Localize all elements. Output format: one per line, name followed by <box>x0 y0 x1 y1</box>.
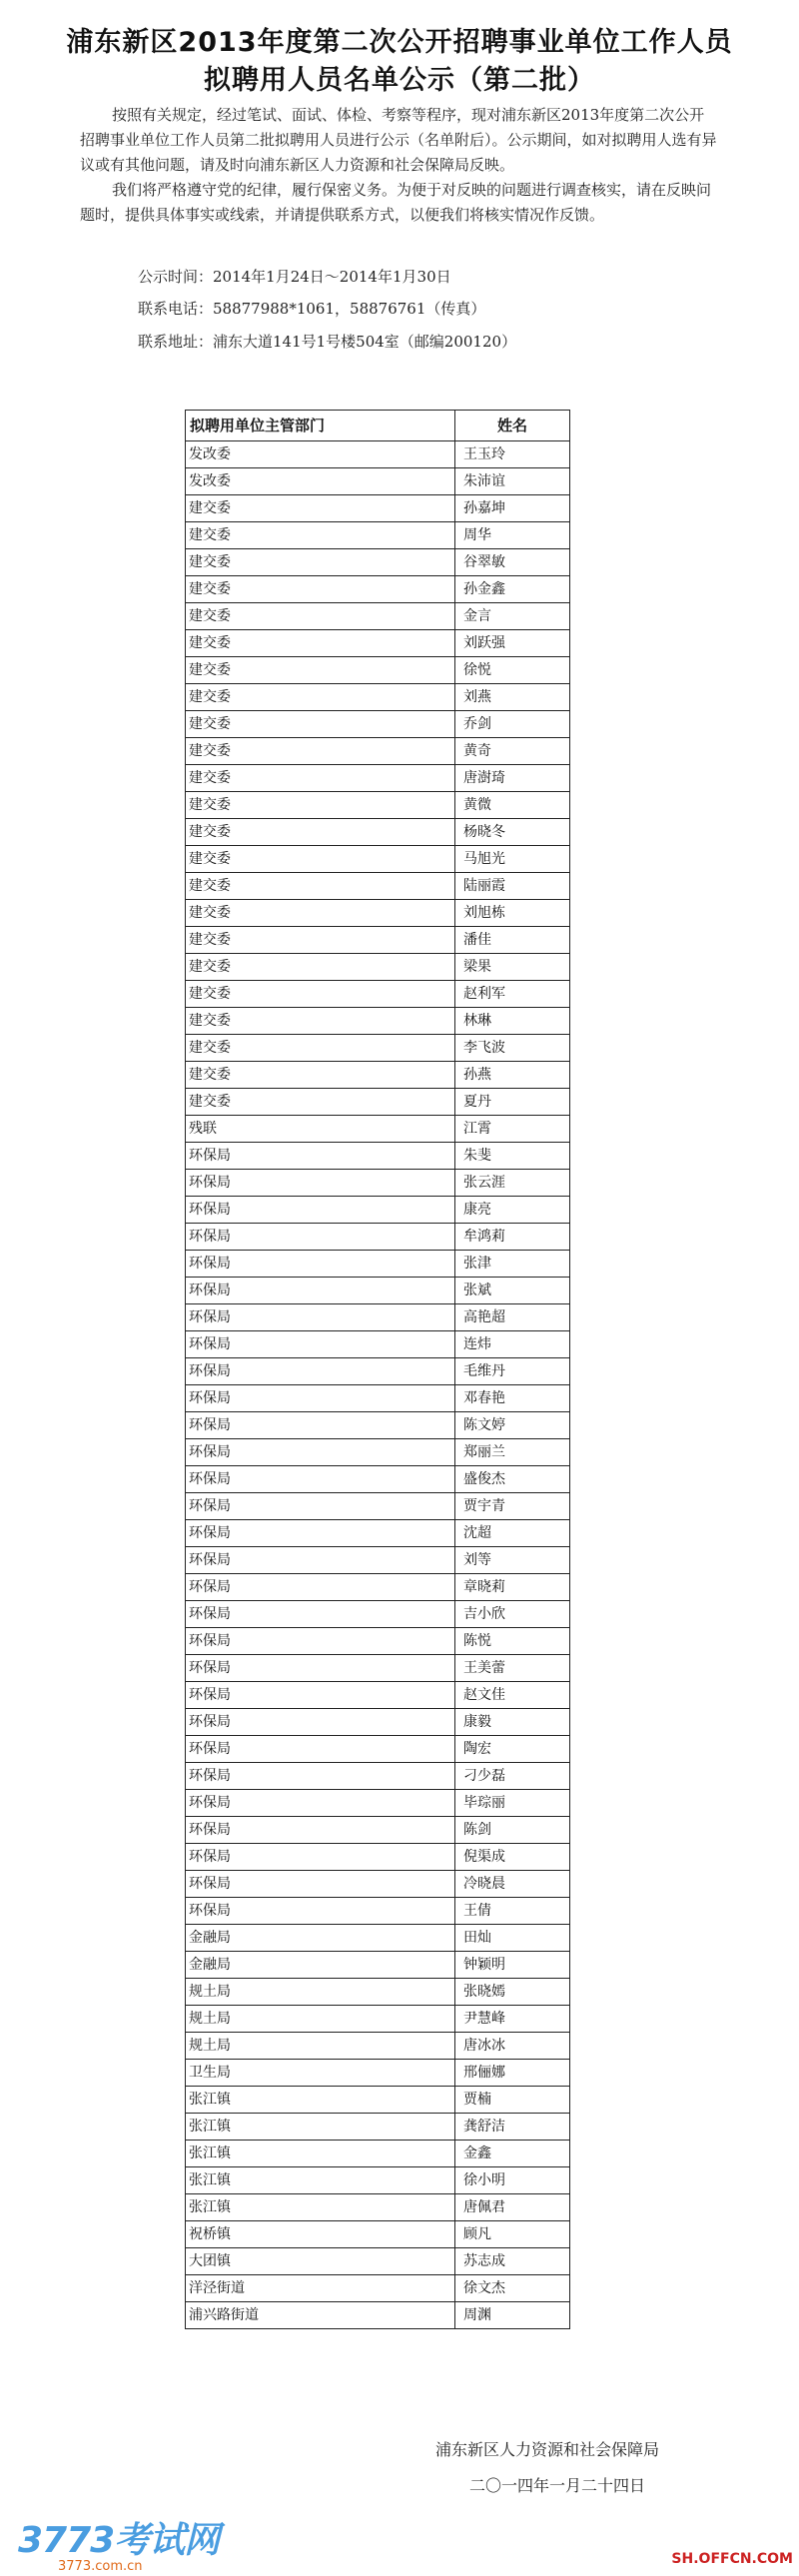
cell-name: 高艳超 <box>455 1304 570 1331</box>
table-row <box>186 1601 570 1628</box>
table-row <box>186 684 570 711</box>
issuing-organization: 浦东新区人力资源和社会保障局 <box>435 2440 660 2459</box>
table-row <box>186 792 570 819</box>
table-row <box>186 495 570 522</box>
cell-department: 建交委 <box>186 846 455 873</box>
cell-name: 潘佳 <box>455 927 570 954</box>
cell-name: 金鑫 <box>455 2141 570 2167</box>
cell-department: 建交委 <box>186 873 455 900</box>
cell-department: 环保局 <box>186 1817 455 1844</box>
table-row <box>186 1790 570 1817</box>
cell-department: 建交委 <box>186 1008 455 1035</box>
cell-name: 贾宇青 <box>455 1493 570 1520</box>
cell-name: 徐小明 <box>455 2167 570 2194</box>
cell-name: 王倩 <box>455 1898 570 1925</box>
table-row <box>186 1035 570 1062</box>
cell-department: 环保局 <box>186 1412 455 1439</box>
cell-department: 张江镇 <box>186 2087 455 2114</box>
cell-name: 马旭光 <box>455 846 570 873</box>
cell-department: 金融局 <box>186 1925 455 1952</box>
cell-department: 环保局 <box>186 1385 455 1412</box>
cell-department: 残联 <box>186 1116 455 1143</box>
cell-department: 张江镇 <box>186 2167 455 2194</box>
table-row <box>186 630 570 657</box>
confidentiality-paragraph-text: 我们将严格遵守党的纪律，履行保密义务。为便于对反映的问题进行调查核实，请在反映问题时，提供具体事实或线索，并请提供联系方式，以便我们将核实情况作反馈。 <box>80 181 712 224</box>
table-row <box>186 1170 570 1197</box>
table-row <box>186 2221 570 2248</box>
cell-department: 建交委 <box>186 576 455 603</box>
cell-name: 张斌 <box>455 1278 570 1304</box>
cell-department: 环保局 <box>186 1574 455 1601</box>
cell-name: 徐悦 <box>455 657 570 684</box>
cell-department: 规土局 <box>186 1979 455 2006</box>
cell-department: 建交委 <box>186 792 455 819</box>
cell-department: 环保局 <box>186 1601 455 1628</box>
cell-name: 徐文杰 <box>455 2275 570 2302</box>
cell-department: 张江镇 <box>186 2141 455 2167</box>
cell-name: 夏丹 <box>455 1089 570 1116</box>
table-row <box>186 1197 570 1224</box>
cell-department: 建交委 <box>186 981 455 1008</box>
table-row <box>186 657 570 684</box>
cell-department: 环保局 <box>186 1466 455 1493</box>
cell-department: 祝桥镇 <box>186 2221 455 2248</box>
cell-name: 邢俪娜 <box>455 2060 570 2087</box>
cell-name: 陈剑 <box>455 1817 570 1844</box>
cell-name: 朱沛谊 <box>455 468 570 495</box>
cell-department: 发改委 <box>186 468 455 495</box>
cell-name: 王美蕾 <box>455 1655 570 1682</box>
table-row <box>186 1898 570 1925</box>
cell-department: 建交委 <box>186 495 455 522</box>
cell-name: 苏志成 <box>455 2248 570 2275</box>
cell-department: 环保局 <box>186 1520 455 1547</box>
cell-department: 建交委 <box>186 603 455 630</box>
cell-name: 康亮 <box>455 1197 570 1224</box>
table-row <box>186 549 570 576</box>
cell-department: 环保局 <box>186 1709 455 1736</box>
contact-phone: 联系电话：58877988*1061，58876761（传真） <box>138 300 486 318</box>
cell-department: 环保局 <box>186 1197 455 1224</box>
table-row <box>186 711 570 738</box>
cell-department: 环保局 <box>186 1790 455 1817</box>
table-row <box>186 1655 570 1682</box>
cell-department: 环保局 <box>186 1170 455 1197</box>
table-row <box>186 2033 570 2060</box>
cell-department: 大团镇 <box>186 2248 455 2275</box>
table-row <box>186 1871 570 1898</box>
table-row <box>186 468 570 495</box>
table-row <box>186 1682 570 1709</box>
cell-name: 陈文婷 <box>455 1412 570 1439</box>
cell-name: 张晓嫣 <box>455 1979 570 2006</box>
table-row <box>186 2114 570 2141</box>
table-row <box>186 900 570 927</box>
table-row <box>186 1547 570 1574</box>
cell-name: 孙嘉坤 <box>455 495 570 522</box>
cell-name: 张津 <box>455 1251 570 1278</box>
table-row <box>186 1116 570 1143</box>
cell-name: 赵利军 <box>455 981 570 1008</box>
table-row <box>186 1736 570 1763</box>
cell-name: 孙金鑫 <box>455 576 570 603</box>
cell-department: 发改委 <box>186 441 455 468</box>
cell-name: 邓春艳 <box>455 1385 570 1412</box>
cell-name: 周华 <box>455 522 570 549</box>
cell-department: 环保局 <box>186 1251 455 1278</box>
table-row <box>186 2194 570 2221</box>
cell-name: 贾楠 <box>455 2087 570 2114</box>
cell-name: 唐佩君 <box>455 2194 570 2221</box>
cell-name: 刘等 <box>455 1547 570 1574</box>
cell-department: 建交委 <box>186 711 455 738</box>
table-row <box>186 1952 570 1979</box>
cell-department: 洋泾街道 <box>186 2275 455 2302</box>
cell-department: 卫生局 <box>186 2060 455 2087</box>
table-row <box>186 1143 570 1170</box>
table-row <box>186 441 570 468</box>
cell-department: 建交委 <box>186 819 455 846</box>
header-department: 拟聘用单位主管部门 <box>186 411 455 441</box>
table-row <box>186 1278 570 1304</box>
table-row <box>186 2167 570 2194</box>
cell-department: 环保局 <box>186 1682 455 1709</box>
confidentiality-paragraph <box>80 178 719 228</box>
table-row <box>186 1493 570 1520</box>
table-row <box>186 1385 570 1412</box>
cell-name: 刁少磊 <box>455 1763 570 1790</box>
cell-department: 建交委 <box>186 522 455 549</box>
cell-department: 浦兴路街道 <box>186 2302 455 2329</box>
table-row <box>186 2006 570 2033</box>
table-row <box>186 2087 570 2114</box>
table-row <box>186 2248 570 2275</box>
cell-name: 唐冰冰 <box>455 2033 570 2060</box>
table-row <box>186 954 570 981</box>
cell-name: 金言 <box>455 603 570 630</box>
cell-department: 环保局 <box>186 1844 455 1871</box>
cell-name: 梁果 <box>455 954 570 981</box>
cell-name: 刘燕 <box>455 684 570 711</box>
cell-department: 建交委 <box>186 657 455 684</box>
cell-name: 乔剑 <box>455 711 570 738</box>
table-row <box>186 873 570 900</box>
table-row <box>186 927 570 954</box>
intro-paragraph <box>80 103 719 178</box>
cell-name: 陶宏 <box>455 1736 570 1763</box>
cell-name: 尹慧峰 <box>455 2006 570 2033</box>
cell-name: 孙燕 <box>455 1062 570 1089</box>
table-row <box>186 1844 570 1871</box>
cell-name: 刘跃强 <box>455 630 570 657</box>
cell-name: 盛俊杰 <box>455 1466 570 1493</box>
cell-name: 陈悦 <box>455 1628 570 1655</box>
cell-department: 建交委 <box>186 765 455 792</box>
cell-department: 环保局 <box>186 1655 455 1682</box>
cell-name: 顾凡 <box>455 2221 570 2248</box>
cell-name: 吉小欣 <box>455 1601 570 1628</box>
cell-department: 环保局 <box>186 1224 455 1251</box>
table-row <box>186 522 570 549</box>
cell-name: 冷晓晨 <box>455 1871 570 1898</box>
cell-department: 规土局 <box>186 2006 455 2033</box>
cell-department: 建交委 <box>186 630 455 657</box>
cell-department: 建交委 <box>186 1062 455 1089</box>
table-row <box>186 1224 570 1251</box>
table-row <box>186 1520 570 1547</box>
cell-department: 环保局 <box>186 1331 455 1358</box>
cell-department: 环保局 <box>186 1736 455 1763</box>
issue-date: 二〇一四年一月二十四日 <box>469 2476 646 2495</box>
table-row <box>186 2275 570 2302</box>
cell-department: 建交委 <box>186 927 455 954</box>
table-row <box>186 819 570 846</box>
table-row <box>186 603 570 630</box>
cell-name: 康毅 <box>455 1709 570 1736</box>
cell-department: 环保局 <box>186 1358 455 1385</box>
watermark-url: 3773.com.cn <box>58 2559 143 2574</box>
cell-department: 建交委 <box>186 684 455 711</box>
table-row <box>186 1089 570 1116</box>
watermark-3773 <box>18 2522 219 2574</box>
table-header-row <box>186 411 570 441</box>
table-row <box>186 1574 570 1601</box>
cell-name: 黄微 <box>455 792 570 819</box>
cell-department: 环保局 <box>186 1871 455 1898</box>
cell-name: 牟鸿莉 <box>455 1224 570 1251</box>
table-row <box>186 2141 570 2167</box>
cell-name: 毛维丹 <box>455 1358 570 1385</box>
table-row <box>186 765 570 792</box>
cell-name: 赵文佳 <box>455 1682 570 1709</box>
publicity-period: 公示时间：2014年1月24日～2014年1月30日 <box>138 268 451 286</box>
table-row <box>186 1763 570 1790</box>
cell-name: 郑丽兰 <box>455 1439 570 1466</box>
cell-department: 环保局 <box>186 1763 455 1790</box>
table-row <box>186 846 570 873</box>
table-row <box>186 2302 570 2329</box>
cell-name: 王玉玲 <box>455 441 570 468</box>
cell-department: 金融局 <box>186 1952 455 1979</box>
watermark-offcn: SH.OFFCN.COM <box>671 2551 793 2567</box>
table-row <box>186 576 570 603</box>
table-row <box>186 1979 570 2006</box>
cell-name: 刘旭栋 <box>455 900 570 927</box>
table-row <box>186 738 570 765</box>
page-title-line2: 拟聘用人员名单公示（第二批） <box>204 65 595 96</box>
cell-department: 张江镇 <box>186 2114 455 2141</box>
cell-department: 规土局 <box>186 2033 455 2060</box>
cell-department: 建交委 <box>186 1035 455 1062</box>
page-title-line1: 浦东新区2013年度第二次公开招聘事业单位工作人员 <box>66 27 733 58</box>
cell-name: 沈超 <box>455 1520 570 1547</box>
cell-department: 建交委 <box>186 900 455 927</box>
table-row <box>186 1358 570 1385</box>
table-row <box>186 1331 570 1358</box>
table-row <box>186 1466 570 1493</box>
cell-department: 建交委 <box>186 549 455 576</box>
cell-name: 黄奇 <box>455 738 570 765</box>
table-row <box>186 1439 570 1466</box>
contact-address: 联系地址：浦东大道141号1号楼504室（邮编200120） <box>138 333 517 351</box>
cell-department: 建交委 <box>186 954 455 981</box>
cell-department: 环保局 <box>186 1439 455 1466</box>
cell-name: 周渊 <box>455 2302 570 2329</box>
cell-department: 环保局 <box>186 1898 455 1925</box>
cell-department: 环保局 <box>186 1628 455 1655</box>
table-body <box>186 441 570 2329</box>
cell-department: 环保局 <box>186 1493 455 1520</box>
cell-department: 建交委 <box>186 738 455 765</box>
intro-paragraph-text: 按照有关规定，经过笔试、面试、体检、考察等程序，现对浦东新区2013年度第二次公开招聘事业单位工作人员第二批拟聘用人员进行公示（名单附后）。公示期间，如对拟聘用人选有异议或有其他问题，请及时向浦东新区人力资源和社会保障局反映。 <box>80 106 717 174</box>
table-row <box>186 1925 570 1952</box>
cell-name: 毕琮丽 <box>455 1790 570 1817</box>
table-row <box>186 1628 570 1655</box>
cell-name: 钟颖明 <box>455 1952 570 1979</box>
table-row <box>186 2060 570 2087</box>
candidate-table <box>185 410 570 2329</box>
table-row <box>186 1412 570 1439</box>
cell-name: 朱斐 <box>455 1143 570 1170</box>
cell-name: 章晓莉 <box>455 1574 570 1601</box>
table-row <box>186 1062 570 1089</box>
cell-name: 连炜 <box>455 1331 570 1358</box>
table-row <box>186 1817 570 1844</box>
cell-name: 张云涯 <box>455 1170 570 1197</box>
cell-name: 杨晓冬 <box>455 819 570 846</box>
table-row <box>186 1251 570 1278</box>
cell-name: 田灿 <box>455 1925 570 1952</box>
table-row <box>186 1008 570 1035</box>
cell-name: 龚舒洁 <box>455 2114 570 2141</box>
cell-name: 林琳 <box>455 1008 570 1035</box>
table-row <box>186 1304 570 1331</box>
cell-department: 张江镇 <box>186 2194 455 2221</box>
cell-name: 唐澍琦 <box>455 765 570 792</box>
cell-name: 李飞波 <box>455 1035 570 1062</box>
cell-department: 环保局 <box>186 1547 455 1574</box>
cell-name: 倪渠成 <box>455 1844 570 1871</box>
cell-department: 环保局 <box>186 1278 455 1304</box>
header-name: 姓名 <box>455 411 570 441</box>
cell-name: 陆丽霞 <box>455 873 570 900</box>
table-row <box>186 981 570 1008</box>
cell-name: 江霄 <box>455 1116 570 1143</box>
watermark-brand: 3773考试网 <box>18 2520 220 2561</box>
cell-name: 谷翠敏 <box>455 549 570 576</box>
cell-department: 环保局 <box>186 1304 455 1331</box>
cell-department: 建交委 <box>186 1089 455 1116</box>
table-row <box>186 1709 570 1736</box>
cell-department: 环保局 <box>186 1143 455 1170</box>
